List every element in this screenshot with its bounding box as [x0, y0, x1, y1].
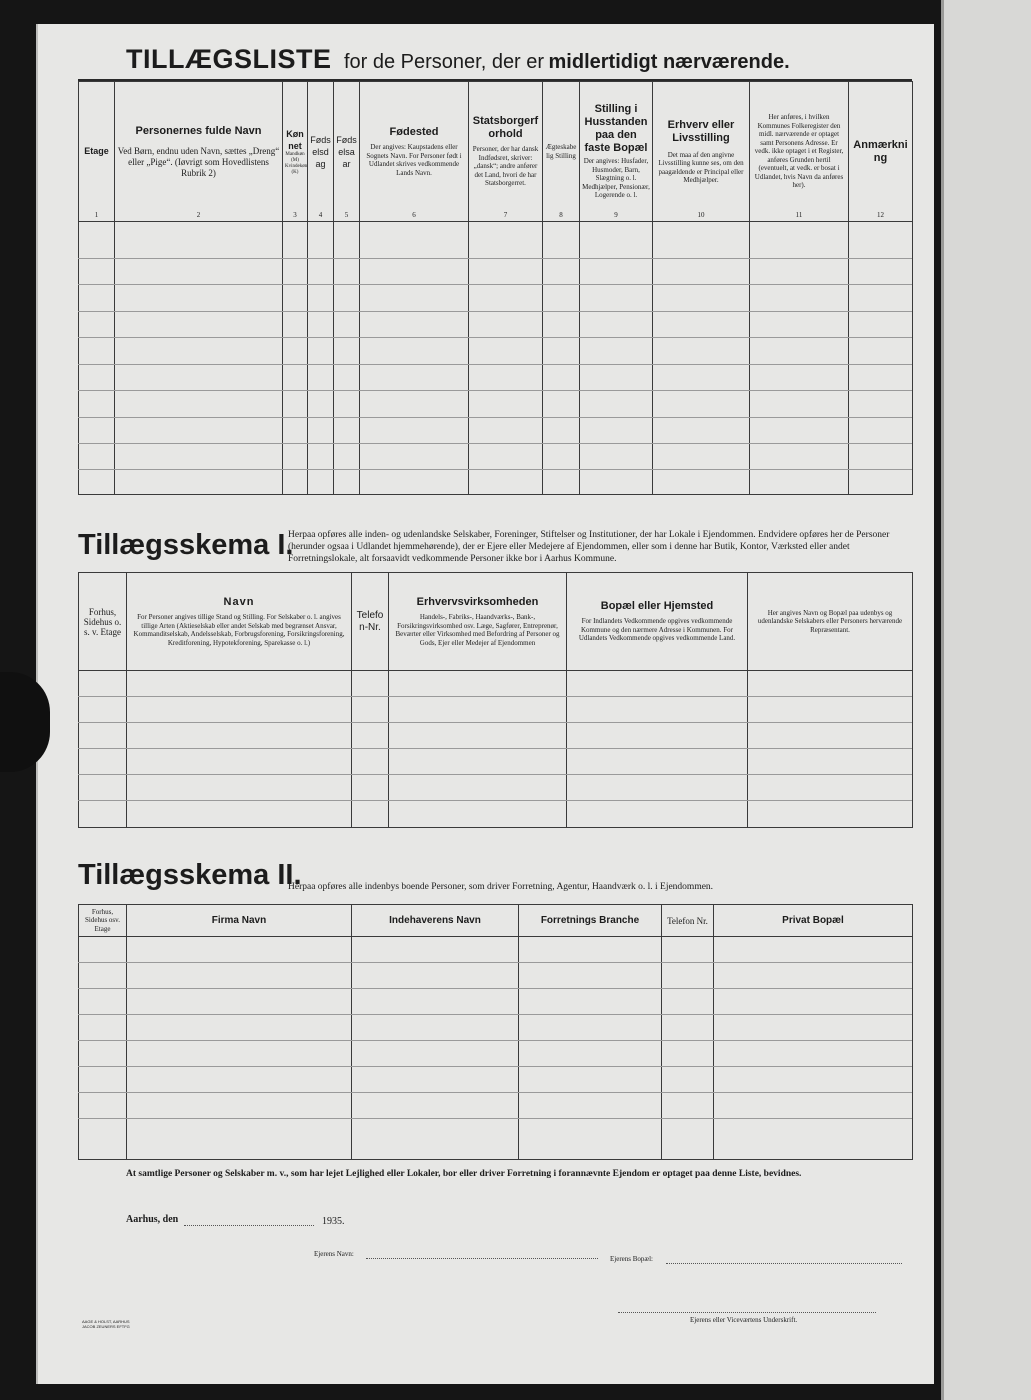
schema2-header-row — [79, 905, 913, 937]
signature-field[interactable] — [618, 1311, 876, 1313]
s1-col-floor: Forhus, Sidehus o. s. v. Etage — [79, 573, 127, 671]
col-etage: Etage 1 — [79, 82, 115, 222]
col-household: Stilling i Husstanden paa den faste Bopæl Der angives: Husfader, Husmoder, Barn, Slægtning o. l. Medhjælper, Pensionær, Logerende o. l. 9 — [580, 82, 653, 222]
col-birthplace: Fødested Der angives: Kaupstadens eller Sognets Navn. For Personer født i Udlandet skrives vedkommende Lands Navn. 6 — [360, 82, 469, 222]
table-row — [79, 671, 913, 828]
title-rest-bold: midlertidigt nærværende. — [548, 51, 790, 73]
col-citizenship: Statsborgerforhold Personer, der har dansk Indfødsret, skriver: „dansk“; andre anfører det Land, hvori de har Statsborgerret. 7 — [469, 82, 543, 222]
s1-col-phone: Telefon-Nr. — [352, 573, 389, 671]
s1-col-residence: Bopæl eller Hjemsted For Indlandets Vedkommende opgives vedkommende Kommune og den nærmere Adresse i Kommunen. For Udlandets Vedkommende opgives vedkommende Land. — [567, 573, 748, 671]
year-label: 1935. — [322, 1216, 345, 1227]
s2-col-branch: Forretnings Branche — [519, 905, 662, 937]
s2-col-private: Privat Bopæl — [714, 905, 913, 937]
date-field[interactable] — [184, 1224, 314, 1226]
schema2-title: Tillægsskema II. — [78, 859, 302, 891]
col-gender: Kønnet Mandkøn (M) Kvindekøn (K) 3 — [283, 82, 308, 222]
s2-col-floor: Forhus, Sidehus osv. Etage — [79, 905, 127, 937]
owner-name-label: Ejerens Navn: — [314, 1250, 354, 1258]
s1-col-representative: Her angives Navn og Bopæl paa udenbys og udenlandske Selskabers eller Personers herværende Repræsentant. — [748, 573, 913, 671]
date-place-label: Aarhus, den — [126, 1214, 179, 1225]
s2-col-owner: Indehaverens Navn — [352, 905, 519, 937]
owner-name-field[interactable] — [366, 1257, 598, 1259]
owner-address-field[interactable] — [666, 1262, 902, 1264]
page-title — [126, 44, 926, 75]
col-marital: Ægteskabelig Stilling 8 — [543, 82, 580, 222]
schema1-description: Herpaa opføres alle inden- og udenlandske Selskaber, Foreninger, Stiftelser og Institutioner, der har Lokale i Ejendommen. Endvidere opføres her de Personer (herunder ogsaa i Udlandet hjemmehørende), der er Ejere eller Medejere af Ejendommen, eller som i denne har Butik, Kontor, Værksted eller andet Forretningslokale, alt forsaavidt vedkommende Personer ikke bor i Aarhus Kommune. — [288, 530, 890, 564]
col-birthyear: Fødselsaar 5 — [334, 82, 360, 222]
schema1-table — [78, 572, 913, 828]
col-remarks: Anmærkning 12 — [849, 82, 913, 222]
title-rest: for de Personer, der er — [343, 51, 545, 73]
s2-col-firm: Firma Navn — [127, 905, 352, 937]
title-main: TILLÆGSLISTE — [126, 44, 332, 74]
supplement-list-table — [78, 81, 913, 495]
col-full-name: Personernes fulde Navn Ved Børn, endnu uden Navn, sættes „Dreng“ eller „Pige“. (Iøvrigt som Hovedlistens Rubrik 2) 2 — [115, 82, 283, 222]
list-header-row — [79, 82, 913, 222]
adjacent-page-edge — [941, 0, 1031, 1400]
col-occupation: Erhverv eller Livsstilling Det maa af den angivne Livsstilling kunne ses, om den paagældende er Principal eller Medhjælper. 10 — [653, 82, 750, 222]
owner-address-label: Ejerens Bopæl: — [610, 1255, 653, 1263]
schema2-table — [78, 904, 913, 1160]
schema2-description: Herpaa opføres alle indenbys boende Personer, som driver Forretning, Agentur, Haandværk o. l. i Ejendommen. — [288, 882, 714, 892]
s1-col-name: Navn For Personer angives tillige Stand og Stilling. For Selskaber o. l. angives tillige Arten (Aktieselskab eller andet Selskab med begrænset Ansvar, Kommanditselskab, Andelsselskab, Forbrugsforening, Forsikringsforening, Kreditforening, Hypotekforening, Sparekasse o. l.) — [127, 573, 352, 671]
form-page — [36, 24, 934, 1384]
table-row — [79, 222, 913, 495]
col-address: Her anføres, i hvilken Kommunes Folkeregister den midl. nærværende er optaget samt Personens Adresse. Er vedk. ikke optaget i et Register, anføres Grunden hertil (eventuelt, at vedk. er bosat i Udlandet, hvis Navn da anføres her). 11 — [750, 82, 849, 222]
signature-label: Ejerens eller Viceværtens Underskrift. — [690, 1316, 798, 1324]
table-row — [79, 937, 913, 1160]
col-birthday: Fødselsdag 4 — [308, 82, 334, 222]
schema1-title: Tillægsskema I. — [78, 529, 294, 561]
printer-mark: AAGE & HOLST, AARHUS JACOB ZEUNERS EFTFG — [82, 1319, 130, 1329]
certification-text: At samtlige Personer og Selskaber m. v., som har lejet Lejlighed eller Lokaler, bor eller driver Forretning i forannævnte Ejendom er optaget paa denne Liste, bevidnes. — [126, 1169, 802, 1179]
s2-col-phone: Telefon Nr. — [662, 905, 714, 937]
schema1-header-row — [79, 573, 913, 671]
s1-col-business: Erhvervsvirksomheden Handels-, Fabriks-, Haandværks-, Bank-, Forsikringsvirksomhed osv. Læge, Sagfører, Entreprenør, Beværter eller Virksomhed med Befordring af Personer og Gods, Ejer eller Medejer af Ejendommen — [389, 573, 567, 671]
